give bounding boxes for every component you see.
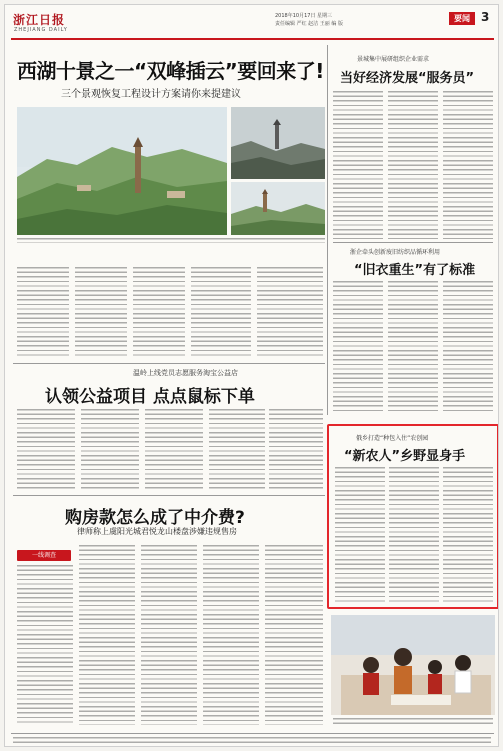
highlight-story-headline: “新农人”乡野显身手 <box>344 449 466 464</box>
mid-story-column-1 <box>333 281 383 413</box>
right-story-column-2 <box>388 91 438 239</box>
b2-story-column-4 <box>203 545 259 725</box>
masthead-rule <box>11 38 494 40</box>
pagoda-main-photo <box>17 107 227 235</box>
b1-story-kicker: 温岭上线党员志愿服务淘宝公益店 <box>133 369 238 377</box>
b1-story-column-2 <box>81 409 139 491</box>
right-story-column-1 <box>333 91 383 239</box>
pagoda-top-view-photo <box>231 107 325 179</box>
mid-story-kicker: 浙企牵头创新废旧纺织品循环利用 <box>350 249 441 256</box>
b1-story-column-4 <box>209 409 265 491</box>
b2-story-subhead: 律师称上虞阳光城君悦龙山楼盘涉嫌违规售房 <box>77 527 237 536</box>
masthead-logo-en: ZHEJIANG DAILY <box>14 27 68 33</box>
newspaper-page <box>4 4 499 747</box>
investigation-label: 一线调查 <box>17 550 71 561</box>
section-tag: 要闻 <box>449 12 475 25</box>
b2-story-column-2 <box>79 545 135 725</box>
top-headline: 西湖十景之一“双峰插云”要回来了! <box>17 59 324 83</box>
b2-story-column-3 <box>141 545 197 725</box>
mid-story-headline: “旧衣重生”有了标准 <box>354 263 476 278</box>
b1-story-column-3 <box>145 409 203 491</box>
children-class-photo <box>331 615 495 715</box>
top-story-column-4 <box>191 267 251 359</box>
b2-story-column-5 <box>265 545 323 725</box>
top-story-column-2 <box>75 267 127 359</box>
top-story-column-1 <box>17 267 69 359</box>
mid-story-column-2 <box>388 281 438 413</box>
section-rule-2 <box>13 495 325 496</box>
right-story-rule <box>333 242 493 243</box>
top-subhead: 三个景观恢复工程设计方案请你来提建议 <box>61 89 241 100</box>
masthead-logo: 浙江日报 <box>13 13 66 27</box>
page-number: 3 <box>481 10 490 24</box>
b2-story-headline: 购房款怎么成了中介费? <box>65 508 245 528</box>
highlight-column-1 <box>335 467 385 603</box>
b1-story-column-1 <box>17 409 75 491</box>
top-story-column-5 <box>257 267 323 359</box>
right-story-kicker: 景城集中展研组织企业需求 <box>357 56 430 63</box>
masthead-date: 2018年10月17日 星期三 <box>275 13 333 19</box>
column-divider <box>327 45 328 415</box>
top-story-column-3 <box>133 267 185 359</box>
footer-text <box>13 737 491 743</box>
right-story-column-3 <box>443 91 493 239</box>
footer-rule <box>11 733 494 734</box>
right-story-headline: 当好经济发展“服务员” <box>340 71 475 86</box>
pagoda-hill-photo <box>231 182 325 235</box>
photo-caption-right <box>333 718 493 727</box>
b1-story-column-5 <box>269 409 323 491</box>
section-rule <box>13 363 325 364</box>
masthead-editors: 责任编辑 严红 赵洁 王丽 编 版 <box>275 21 343 27</box>
b2-story-column-1 <box>17 565 73 725</box>
mid-story-column-3 <box>443 281 493 413</box>
highlight-column-2 <box>389 467 439 603</box>
highlight-story-kicker: 俄乡打造“种包入住”农创园 <box>356 435 429 442</box>
photo-caption <box>17 238 325 244</box>
b1-story-headline: 认领公益项目 点点鼠标下单 <box>45 387 255 407</box>
highlight-column-3 <box>443 467 493 603</box>
